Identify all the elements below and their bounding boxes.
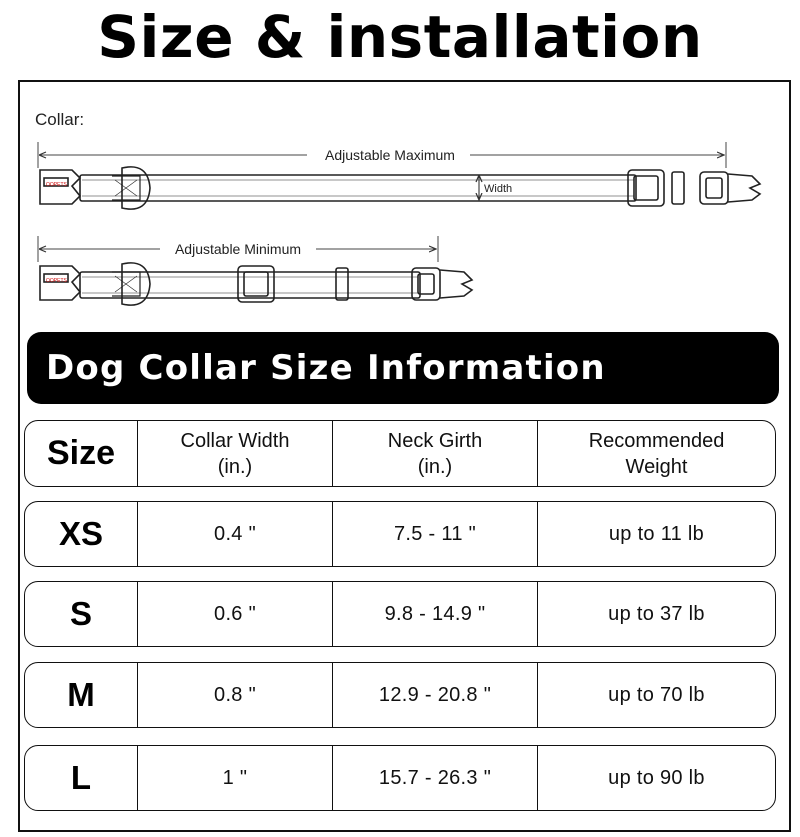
row-weight: up to 37 lb bbox=[608, 602, 705, 625]
row-neck-girth: 12.9 - 20.8 " bbox=[378, 683, 492, 706]
header-neck-girth-cell bbox=[333, 421, 538, 486]
min-length-label: Adjustable Minimum bbox=[174, 241, 302, 257]
header-weight-line2: Weight bbox=[625, 455, 688, 478]
header-size-cell bbox=[25, 421, 138, 486]
section-title: Dog Collar Size Information bbox=[46, 348, 606, 388]
section-banner bbox=[27, 332, 779, 404]
max-length-label: Adjustable Maximum bbox=[325, 147, 455, 163]
header-weight: Recommended bbox=[588, 429, 725, 452]
row-size: XS bbox=[58, 515, 104, 552]
max-length-indicator bbox=[38, 142, 726, 168]
brand-tag-small: OOPETS bbox=[46, 278, 67, 284]
header-neck-girth-unit: (in.) bbox=[417, 455, 453, 478]
row-collar-width: 0.4 " bbox=[214, 522, 256, 545]
brand-tag: OOPETS bbox=[46, 182, 67, 188]
header-collar-width-unit: (in.) bbox=[217, 455, 253, 478]
row-neck-girth: 7.5 - 11 " bbox=[394, 522, 476, 545]
min-length-indicator bbox=[38, 236, 438, 262]
width-label: Width bbox=[484, 183, 513, 195]
row-weight: up to 90 lb bbox=[608, 766, 705, 789]
table-row bbox=[24, 745, 776, 811]
table-row bbox=[24, 501, 776, 567]
row-collar-width: 0.8 " bbox=[214, 683, 256, 706]
row-size: S bbox=[69, 595, 92, 632]
collar-label: Collar: bbox=[35, 110, 85, 129]
row-weight: up to 11 lb bbox=[608, 522, 705, 545]
collar-min-illustration bbox=[40, 263, 472, 305]
header-weight-cell bbox=[538, 421, 775, 486]
collar-max-illustration bbox=[40, 167, 760, 209]
row-neck-girth: 15.7 - 26.3 " bbox=[378, 766, 492, 789]
row-size: L bbox=[70, 759, 92, 796]
row-collar-width: 0.6 " bbox=[214, 602, 256, 625]
row-collar-width: 1 " bbox=[222, 766, 248, 789]
header-collar-width: Collar Width bbox=[180, 429, 290, 452]
row-neck-girth: 9.8 - 14.9 " bbox=[384, 602, 486, 625]
collar-diagram bbox=[0, 0, 800, 330]
row-size: M bbox=[67, 676, 95, 713]
table-header-row bbox=[24, 420, 776, 487]
header-neck-girth: Neck Girth bbox=[387, 429, 483, 452]
row-weight: up to 70 lb bbox=[608, 683, 705, 706]
header-collar-width-cell bbox=[138, 421, 333, 486]
table-row bbox=[24, 662, 776, 728]
table-row bbox=[24, 581, 776, 647]
header-size: Size bbox=[46, 434, 116, 472]
page-title: Size & installation bbox=[97, 3, 703, 71]
